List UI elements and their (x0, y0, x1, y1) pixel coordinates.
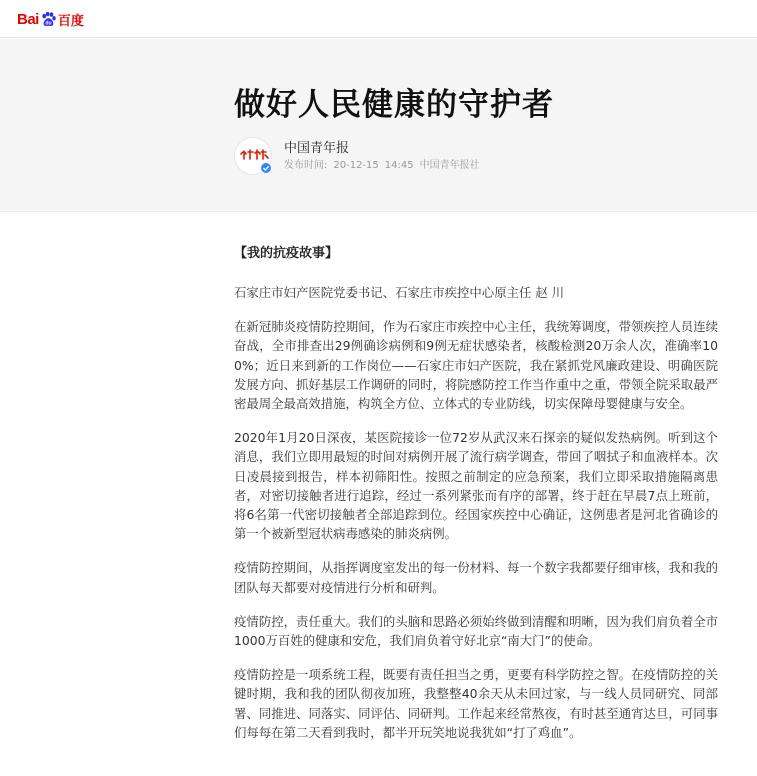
logo-text-cn: 百度 (57, 13, 84, 29)
svg-text:du: du (45, 20, 52, 27)
source-name: 中国青年报社 (419, 160, 480, 171)
baidu-paw-icon (40, 11, 57, 28)
published-time: 14:45 (384, 160, 414, 171)
paragraph: 2020年1月20日深夜，某医院接诊一位72岁从武汉来石探亲的疑似发热病例。听到这个消息，我们立即用最短的时间对病例开展了流行病学调查，带回了咽拭子和血液样本。次日凌晨接到报告，样本初筛阳性。按照之前制定的应急预案，我们立即采取措施隔离患者，对密切接触者进行追踪，经过一系列紧张而有序的部署，终于赶在早晨7点上班前，将6名第一代密切接触者全部追踪到位。经国家疾控中心确证，这例患者是河北省确诊的第一个被新型冠状病毒感染的肺炎病例。 (234, 430, 718, 542)
paragraph: 疫情防控，责任重大。我们的头脑和思路必须始终做到清醒和明晰，因为我们肩负着全市1000万百姓的健康和安危，我们肩负着守好北京“南大门”的使命。 (234, 613, 718, 649)
published-label: 发布时间: (284, 160, 328, 171)
paragraph-byline: 石家庄市妇产医院党委书记、石家庄市疾控中心原主任 赵 川 (234, 285, 565, 300)
author-name[interactable]: 中国青年报 (284, 141, 350, 156)
article-body (234, 244, 718, 757)
logo-text-bai: Bai (17, 10, 39, 28)
baidu-logo[interactable] (17, 9, 84, 29)
article-title: 做好人民健康的守护者 (234, 87, 554, 123)
top-bar (0, 0, 757, 38)
section-heading: 【我的抗疫故事】 (234, 246, 339, 261)
article-header (0, 39, 757, 212)
article-meta (284, 156, 486, 171)
paragraph: 在新冠肺炎疫情防控期间，作为石家庄市疾控中心主任，我统筹调度，带领疾控人员连续奋战，全市排查出29例确诊病例和9例无症状感染者，核酸检测20万余人次，准确率100%；近日来到新的工作岗位——石家庄市妇产医院，我在紧抓党风廉政建设、明确医院发展方向、抓好基层工作调研的同时，将院感防控工作当作重中之重，带领全院采取最严密最周全最高效措施，构筑全方位、立体式的专业防线，切实保障母婴健康与安全。 (234, 319, 718, 412)
paragraph: 疫情防控期间，从指挥调度室发出的每一份材料、每一个数字我都要仔细审核，我和我的团队每天都要对疫情进行分析和研判。 (234, 560, 718, 595)
verified-badge-icon (260, 162, 272, 174)
published-date: 20-12-15 (333, 160, 379, 171)
paragraph: 疫情防控是一项系统工程，既要有责任担当之勇，更要有科学防控之智。在疫情防控的关键时期，我和我的团队彻夜加班，我整整40余天从未回过家，与一线人员同研究、同部署、同推进、同落实、同评估、同研判。工作起来经常熬夜，有时甚至通宵达旦，可同事们每每在第二天看到我时，都半开玩笑地说我犹如“打了鸡血”。 (234, 667, 718, 740)
